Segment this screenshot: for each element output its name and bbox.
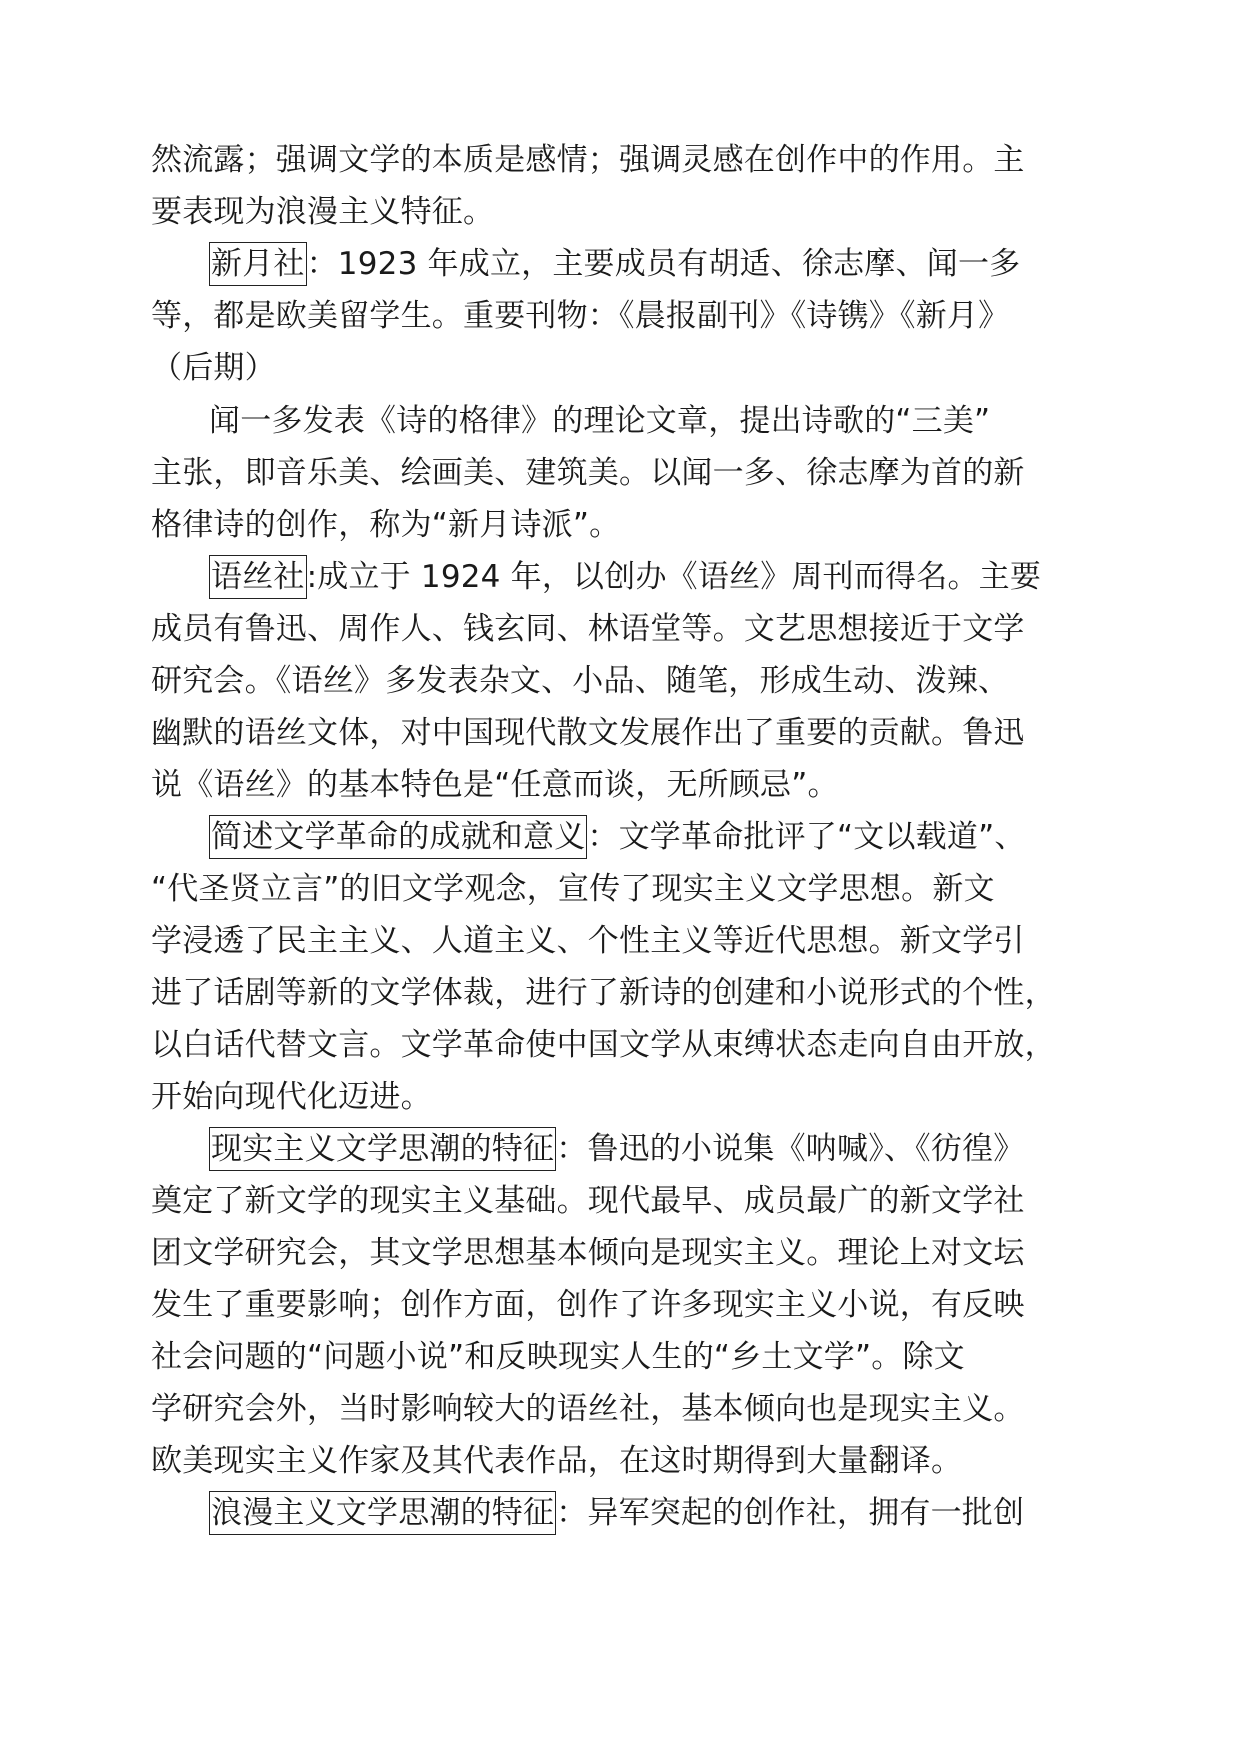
text-line: 语丝社:成立于 1924 年，以创办《语丝》周刊而得名。主要 <box>209 551 1041 603</box>
text-line: 开始向现代化迈进。 <box>151 1079 432 1115</box>
boxed-term: 语丝社 <box>209 555 307 599</box>
text-line: 学研究会外，当时影响较大的语丝社，基本倾向也是现实主义。 <box>151 1391 1025 1427</box>
text-line: 研究会。《语丝》多发表杂文、小品、随笔，形成生动、泼辣、 <box>151 663 1010 699</box>
text-line: 格律诗的创作，称为“新月诗派”。 <box>151 507 621 543</box>
text-line: 简述文学革命的成就和意义：文学革命批评了“文以载道”、 <box>209 811 1026 863</box>
boxed-term: 新月社 <box>209 242 307 286</box>
text-line: 主张，即音乐美、绘画美、建筑美。以闻一多、徐志摩为首的新 <box>151 455 1025 491</box>
text-line: （后期） <box>151 350 276 386</box>
text-line: 闻一多发表《诗的格律》的理论文章，提出诗歌的“三美” <box>209 403 991 439</box>
text-line: 新月社：1923 年成立，主要成员有胡适、徐志摩、闻一多 <box>209 238 1020 290</box>
text-line: 然流露；强调文学的本质是感情；强调灵感在创作中的作用。主 <box>151 142 1025 178</box>
text-line: “代圣贤立言”的旧文学观念，宣传了现实主义文学思想。新文 <box>151 871 995 907</box>
text-line: 奠定了新文学的现实主义基础。现代最早、成员最广的新文学社 <box>151 1183 1025 1219</box>
text-line: 进了话剧等新的文学体裁，进行了新诗的创建和小说形式的个性， <box>151 975 1056 1011</box>
text-line: 团文学研究会，其文学思想基本倾向是现实主义。理论上对文坛 <box>151 1235 1025 1271</box>
text-line: 发生了重要影响；创作方面，创作了许多现实主义小说，有反映 <box>151 1287 1025 1323</box>
boxed-term: 简述文学革命的成就和意义 <box>209 815 587 859</box>
text-line: 等，都是欧美留学生。重要刊物：《晨报副刊》《诗镌》《新月》 <box>151 298 1010 334</box>
text-line: 现实主义文学思潮的特征：鲁迅的小说集《呐喊》、《彷徨》 <box>209 1123 1024 1175</box>
boxed-term: 浪漫主义文学思潮的特征 <box>209 1491 556 1535</box>
text-line: 幽默的语丝文体，对中国现代散文发展作出了重要的贡献。鲁迅 <box>151 715 1025 751</box>
text-line: 以白话代替文言。文学革命使中国文学从束缚状态走向自由开放， <box>151 1027 1056 1063</box>
text-line: 说《语丝》的基本特色是“任意而谈，无所顾忌”。 <box>151 767 839 803</box>
boxed-term: 现实主义文学思潮的特征 <box>209 1127 556 1171</box>
text-line: 要表现为浪漫主义特征。 <box>151 194 495 230</box>
text-line: 社会问题的“问题小说”和反映现实人生的“乡土文学”。除文 <box>151 1339 965 1375</box>
text-line: 浪漫主义文学思潮的特征：异军突起的创作社，拥有一批创 <box>209 1487 1024 1539</box>
text-line: 成员有鲁迅、周作人、钱玄同、林语堂等。文艺思想接近于文学 <box>151 611 1025 647</box>
text-line: 学浸透了民主主义、人道主义、个性主义等近代思想。新文学引 <box>151 923 1025 959</box>
text-line: 欧美现实主义作家及其代表作品，在这时期得到大量翻译。 <box>151 1443 963 1479</box>
